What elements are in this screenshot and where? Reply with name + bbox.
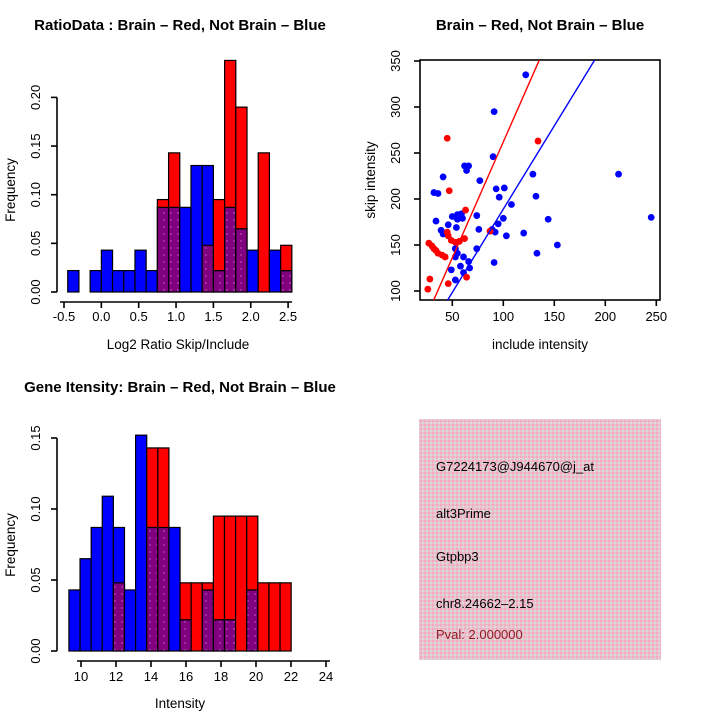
hist-bar-red [213, 516, 224, 620]
scatter-point-red [535, 138, 542, 145]
scatter-point-red [463, 274, 470, 281]
scatter-point-blue [534, 250, 541, 257]
x-tick-label: 200 [594, 309, 617, 324]
x-tick-label: 10 [73, 669, 89, 684]
gene-name-text: Gtpbp3 [436, 549, 479, 564]
hist-bar-blue [101, 250, 112, 292]
scatter-point-blue [476, 177, 483, 184]
hist-bar-red [236, 107, 247, 229]
panel-intensity-scatter [360, 0, 720, 360]
locus-text: chr8.24662–2.15 [436, 596, 534, 611]
y-tick-label: 0.05 [28, 230, 43, 257]
x-tick-label: 16 [178, 669, 194, 684]
hist-bar-overlap [202, 245, 213, 292]
panel-gene-histogram [0, 360, 360, 720]
hist-bar-overlap [147, 527, 158, 651]
scatter-point-blue [454, 216, 461, 223]
y-tick-label: 150 [388, 234, 403, 256]
hist-bar-overlap [213, 620, 224, 651]
scatter-point-blue [460, 254, 467, 261]
y-tick-label: 100 [388, 280, 403, 302]
x-tick-label: 14 [143, 669, 159, 684]
hist-bar-overlap [158, 527, 169, 651]
hist-bar-red [158, 448, 169, 528]
scatter-point-red [444, 135, 451, 142]
y-axis-label: skip intensity [363, 141, 378, 219]
chart-title: Brain – Red, Not Brain – Blue [435, 17, 645, 34]
scatter-point-blue [500, 215, 507, 222]
scatter-point-blue [648, 214, 655, 221]
x-tick-label: 50 [445, 309, 460, 324]
hist-bar-red [202, 583, 213, 590]
hist-bar-overlap [180, 620, 191, 651]
hist-bar-blue [124, 590, 135, 651]
y-tick-label: 0.00 [28, 638, 43, 664]
hist-bar-overlap [157, 207, 168, 292]
scatter-point-blue [545, 216, 552, 223]
scatter-point-blue [508, 201, 515, 208]
scatter-point-blue [463, 167, 470, 174]
plot-box [420, 60, 660, 300]
x-tick-label: 150 [543, 309, 566, 324]
scatter-point-blue [475, 226, 482, 233]
pval-text: Pval: 2.000000 [436, 627, 523, 642]
fit-line-red [434, 60, 540, 300]
y-tick-label: 0.10 [28, 182, 43, 208]
x-tick-label: 2.0 [241, 309, 260, 324]
scatter-point-blue [554, 242, 561, 249]
y-tick-label: 200 [388, 188, 403, 210]
x-tick-label: 0.5 [129, 309, 148, 324]
hist-bar-blue [146, 271, 157, 292]
scatter-point-red [446, 187, 453, 194]
hist-bar-blue [269, 250, 280, 292]
hist-bar-blue [247, 250, 258, 292]
gene-histogram-plot [28, 425, 333, 684]
hist-bar-blue [80, 559, 91, 651]
hist-bar-red [213, 200, 224, 271]
scatter-point-blue [496, 194, 503, 201]
splice-type-text: alt3Prime [436, 506, 491, 521]
scatter-point-blue [457, 263, 464, 270]
hist-bar-red [157, 200, 168, 208]
hist-bar-blue [91, 527, 102, 651]
hist-bar-overlap [281, 271, 292, 292]
hist-bar-red [225, 516, 236, 620]
hist-bar-red [247, 516, 258, 590]
probe-id-text: G7224173@J944670@j_at [436, 459, 594, 474]
scatter-point-blue [491, 108, 498, 115]
x-axis-label: Log2 Ratio Skip/Include [106, 337, 250, 352]
hist-bar-red [269, 583, 280, 651]
scatter-point-red [424, 286, 431, 293]
fit-line-blue [448, 60, 595, 300]
scatter-point-red [426, 276, 433, 283]
hist-bar-overlap [213, 271, 224, 292]
panel-gene-info [360, 360, 720, 720]
intensity-scatter-plot [388, 50, 667, 324]
hist-bar-blue [136, 435, 147, 651]
chart-title: RatioData : Brain – Red, Not Brain – Blue [34, 17, 326, 34]
y-tick-label: 0.15 [28, 425, 43, 451]
x-axis-label: include intensity [491, 337, 589, 352]
x-axis-label: Intensity [154, 696, 206, 711]
hist-bar-blue [90, 271, 101, 292]
x-tick-label: 0.0 [92, 309, 111, 324]
hist-bar-blue [102, 496, 113, 651]
hist-bar-red [225, 60, 236, 207]
scatter-point-blue [615, 171, 622, 178]
x-tick-label: 2.5 [279, 309, 298, 324]
y-tick-label: 0.20 [28, 84, 43, 111]
gene-info-box [419, 419, 661, 660]
hist-bar-red [169, 153, 180, 207]
hist-bar-blue [191, 166, 202, 292]
hist-bar-red [147, 448, 158, 528]
scatter-point-blue [529, 171, 536, 178]
y-tick-label: 300 [388, 96, 403, 118]
scatter-point-blue [433, 218, 440, 225]
scatter-point-blue [445, 221, 452, 228]
scatter-point-blue [448, 266, 455, 273]
scatter-point-blue [503, 232, 510, 239]
scatter-point-blue [440, 174, 447, 181]
scatter-point-red [442, 254, 449, 261]
y-tick-label: 0.05 [28, 567, 43, 593]
scatter-point-blue [520, 230, 527, 237]
y-tick-label: 350 [388, 50, 403, 72]
hist-bar-overlap [202, 590, 213, 651]
hist-bar-red [236, 516, 247, 651]
ratio-histogram-plot [28, 60, 297, 324]
x-tick-label: 1.5 [204, 309, 223, 324]
y-axis-label: Frequency [3, 158, 18, 222]
scatter-point-blue [493, 185, 500, 192]
x-tick-label: -0.5 [52, 309, 76, 324]
scatter-point-blue [435, 190, 442, 197]
y-tick-label: 250 [388, 142, 403, 164]
hist-bar-overlap [113, 583, 124, 651]
hist-bar-overlap [169, 207, 180, 292]
hist-bar-overlap [247, 590, 258, 651]
hist-bar-red [180, 583, 191, 620]
hist-bar-blue [169, 527, 180, 651]
x-tick-label: 250 [645, 309, 668, 324]
x-tick-label: 22 [283, 669, 299, 684]
hist-bar-overlap [236, 229, 247, 292]
hist-bar-red [258, 583, 269, 651]
scatter-point-blue [522, 71, 529, 78]
hist-bar-blue [68, 271, 79, 292]
hist-bar-blue [69, 590, 80, 651]
hist-bar-overlap [225, 207, 236, 292]
scatter-point-red [445, 280, 452, 287]
scatter-point-red [462, 207, 469, 214]
hist-bar-red [258, 153, 269, 292]
x-tick-label: 1.0 [167, 309, 186, 324]
scatter-point-blue [501, 185, 508, 192]
scatter-point-blue [453, 224, 460, 231]
hist-bar-red [281, 245, 292, 270]
hist-bar-blue [135, 250, 146, 292]
hist-bar-red [280, 583, 291, 651]
y-axis-label: Frequency [3, 513, 18, 577]
x-tick-label: 18 [213, 669, 229, 684]
hist-bar-blue [180, 207, 191, 292]
x-tick-label: 20 [248, 669, 264, 684]
y-tick-label: 0.15 [28, 133, 43, 159]
hist-bar-red [191, 583, 202, 651]
hist-bar-blue [113, 271, 124, 292]
hist-bar-overlap [225, 620, 236, 651]
chart-title: Gene Itensity: Brain – Red, Not Brain – Blue [24, 379, 336, 396]
hist-bar-blue [124, 271, 135, 292]
x-tick-label: 100 [492, 309, 515, 324]
scatter-point-blue [473, 212, 480, 219]
scatter-point-blue [533, 193, 540, 200]
x-tick-label: 12 [108, 669, 124, 684]
x-tick-label: 24 [318, 669, 334, 684]
y-tick-label: 0.10 [28, 496, 43, 522]
panel-ratio-histogram [0, 0, 360, 360]
scatter-point-blue [491, 259, 498, 266]
y-tick-label: 0.00 [28, 279, 43, 305]
